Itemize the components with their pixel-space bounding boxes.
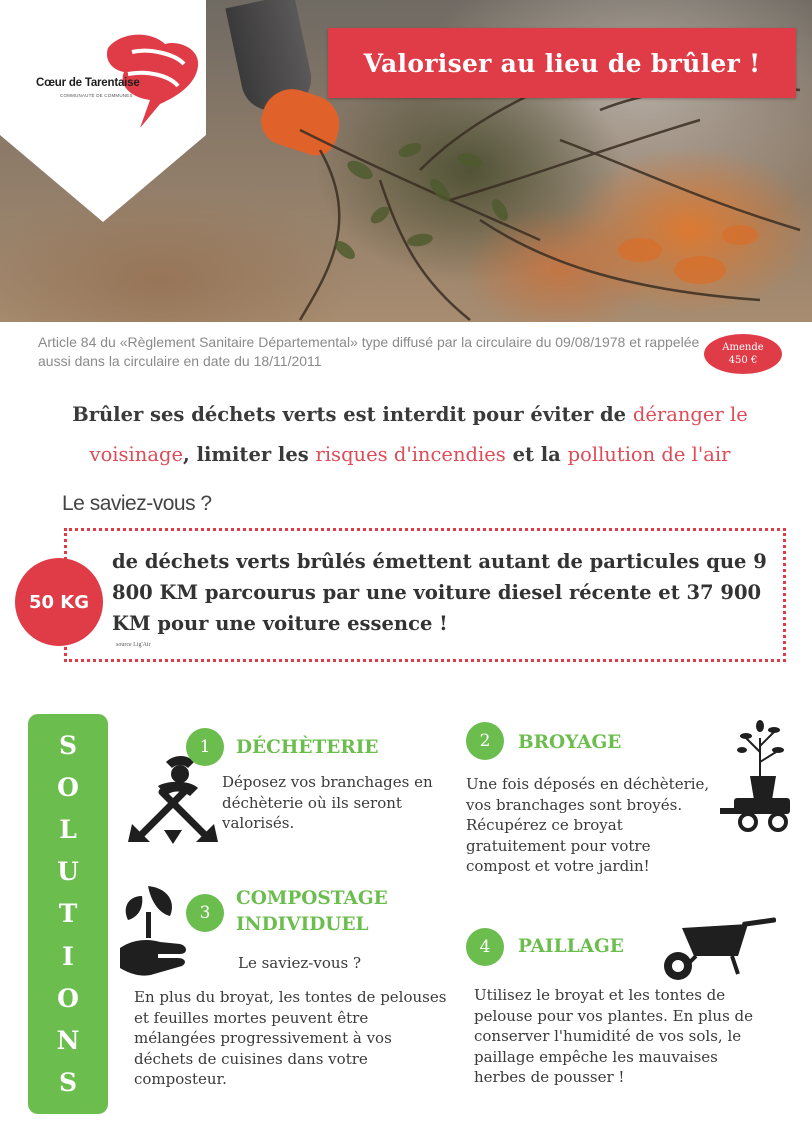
solutions-letter: T [58, 899, 78, 929]
solutions-letter: N [56, 1026, 80, 1056]
fine-badge [704, 334, 782, 374]
solution-2-text: Une fois déposés en déchèterie, vos branchages sont broyés. Récupérez ce broyat gratuitement pour votre compost et votre jardin! [466, 775, 710, 875]
statement-highlight-fire: risques d'incendies [315, 443, 506, 466]
fact-amount-badge: 50 KG [15, 558, 103, 646]
solutions-letter: S [58, 1068, 78, 1098]
solution-3-number: 3 [186, 894, 224, 932]
solution-1-title: DÉCHÈTERIE [236, 737, 379, 758]
main-statement [40, 395, 780, 475]
solutions-letter: I [62, 941, 74, 971]
article-note: Article 84 du «Règlement Sanitaire Départemental» type diffusé par la circulaire du 09/08/1978 et rappelée aussi dans la circulaire en date du 18/11/2011 [38, 334, 700, 369]
solutions-letter: L [59, 815, 77, 845]
logo-text: Cœur de Tarentaise [36, 77, 140, 89]
solutions-bar [28, 714, 108, 1114]
statement-part3: et la [505, 443, 568, 466]
solution-1-text: Déposez vos branchages en déchèterie où ils seront valorisés. [222, 773, 433, 832]
fine-label: Amende [722, 342, 764, 353]
fact-text: de déchets verts brûlés émettent autant de particules que 9 800 KM parcourus par une voiture diesel récente et 37 900 KM pour une voiture essence ! [112, 550, 767, 635]
wheelbarrow-icon [652, 914, 776, 984]
solution-3-text: En plus du broyat, les tontes de pelouses et feuilles mortes peuvent être mélangées progressivement à vos déchets de cuisines dans votre composteur. [134, 988, 447, 1088]
logo-subtitle: COMMUNAUTÉ DE COMMUNES [60, 93, 133, 98]
logo-badge [0, 0, 206, 222]
statement-highlight-pollution: pollution de l'air [567, 443, 731, 466]
solutions-letter: S [58, 730, 78, 760]
solutions-letter: O [57, 983, 79, 1013]
solution-1-number: 1 [186, 728, 224, 766]
solution-2-title: BROYAGE [518, 732, 622, 753]
solution-3-title: COMPOSTAGE INDIVIDUEL [236, 888, 388, 935]
solution-4-number: 4 [466, 928, 504, 966]
fact-heading: Le saviez-vous ? [62, 492, 212, 515]
solution-2-number: 2 [466, 722, 504, 760]
statement-highlight-neighbors: déranger le voisinage [89, 403, 748, 466]
fact-source: source Lig'Air [116, 642, 151, 648]
solutions-letter: O [57, 772, 79, 802]
hero-photo [0, 0, 812, 322]
solution-3-subtitle: Le saviez-vous ? [238, 954, 362, 972]
statement-part2: , limiter les [183, 443, 316, 466]
shredder-icon [720, 718, 792, 834]
solution-4-text: Utilisez le broyat et les tontes de pelouse pour vos plantes. En plus de conserver l'humidité de vos sols, le paillage empêche les mauvaises herbes de pousser ! [474, 986, 754, 1086]
statement-part1: Brûler ses déchets verts est interdit pour éviter de [72, 403, 633, 426]
hand-plant-icon [118, 882, 190, 978]
solution-4-title: PAILLAGE [518, 936, 624, 957]
fine-amount: 450 € [728, 355, 758, 366]
solutions-letter: U [57, 857, 79, 887]
page-title: Valoriser au lieu de brûler ! [328, 28, 796, 98]
